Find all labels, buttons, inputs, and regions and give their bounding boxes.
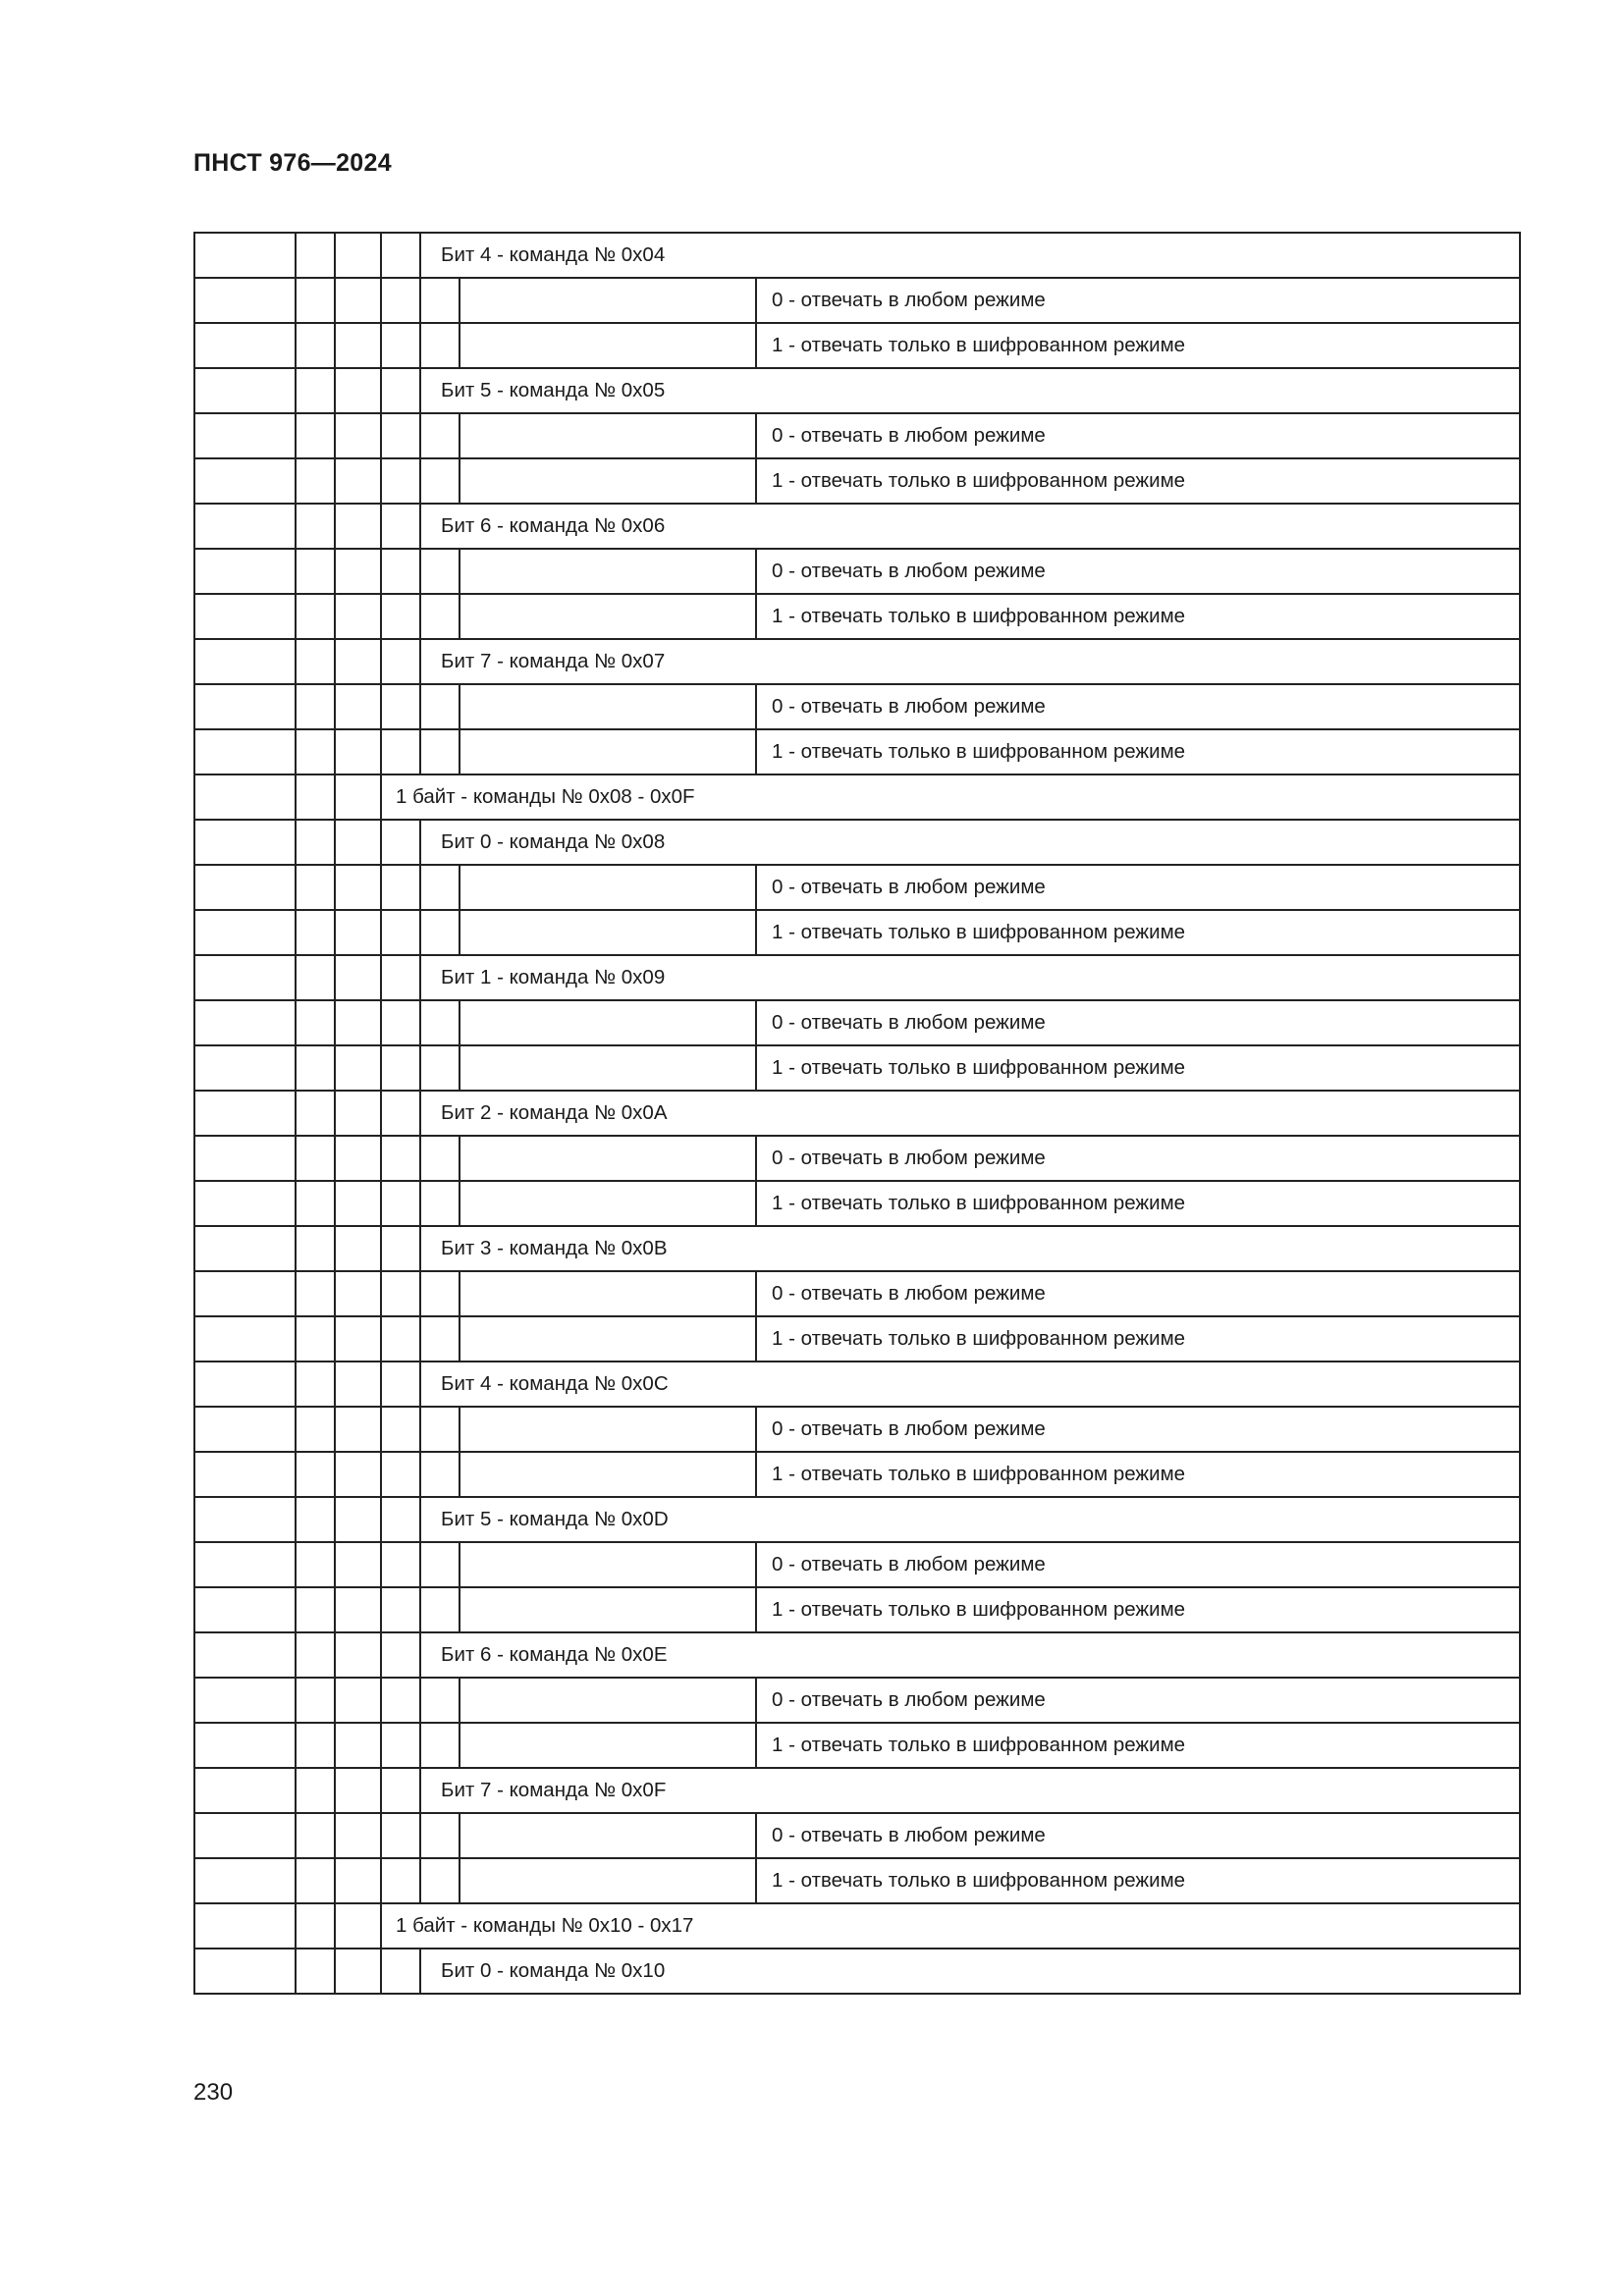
- empty-cell: [335, 1452, 381, 1497]
- empty-cell: [296, 1316, 335, 1362]
- table-row: [194, 1813, 1520, 1858]
- empty-cell: [335, 684, 381, 729]
- empty-cell: [381, 413, 420, 458]
- bit-label-cell: Бит 6 - команда № 0x06: [420, 504, 1520, 549]
- empty-cell: [460, 413, 756, 458]
- empty-cell: [296, 368, 335, 413]
- byte-label-cell: 1 байт - команды № 0x10 - 0x17: [381, 1903, 1520, 1949]
- empty-cell: [296, 1136, 335, 1181]
- value-cell: 1 - отвечать только в шифрованном режиме: [756, 1723, 1520, 1768]
- table-row: [194, 323, 1520, 368]
- empty-cell: [381, 1271, 420, 1316]
- value-cell: 0 - отвечать в любом режиме: [756, 1813, 1520, 1858]
- empty-cell: [194, 504, 296, 549]
- empty-cell: [420, 594, 460, 639]
- table-row: [194, 458, 1520, 504]
- empty-cell: [335, 1045, 381, 1091]
- empty-cell: [381, 1362, 420, 1407]
- empty-cell: [335, 1000, 381, 1045]
- empty-cell: [296, 820, 335, 865]
- empty-cell: [381, 955, 420, 1000]
- empty-cell: [296, 774, 335, 820]
- empty-cell: [381, 1045, 420, 1091]
- value-cell: 1 - отвечать только в шифрованном режиме: [756, 594, 1520, 639]
- empty-cell: [460, 594, 756, 639]
- empty-cell: [296, 865, 335, 910]
- empty-cell: [296, 910, 335, 955]
- empty-cell: [335, 955, 381, 1000]
- empty-cell: [420, 1858, 460, 1903]
- empty-cell: [420, 1045, 460, 1091]
- empty-cell: [460, 1542, 756, 1587]
- empty-cell: [381, 639, 420, 684]
- table-row: [194, 865, 1520, 910]
- empty-cell: [381, 1768, 420, 1813]
- empty-cell: [460, 549, 756, 594]
- empty-cell: [296, 1632, 335, 1678]
- value-cell: 1 - отвечать только в шифрованном режиме: [756, 1316, 1520, 1362]
- empty-cell: [335, 594, 381, 639]
- value-cell: 1 - отвечать только в шифрованном режиме: [756, 1045, 1520, 1091]
- value-cell: 1 - отвечать только в шифрованном режиме: [756, 458, 1520, 504]
- empty-cell: [460, 910, 756, 955]
- empty-cell: [420, 1723, 460, 1768]
- empty-cell: [296, 1045, 335, 1091]
- empty-cell: [335, 1226, 381, 1271]
- empty-cell: [381, 1587, 420, 1632]
- empty-cell: [335, 865, 381, 910]
- table-row: [194, 1678, 1520, 1723]
- empty-cell: [194, 865, 296, 910]
- empty-cell: [296, 1587, 335, 1632]
- empty-cell: [194, 1587, 296, 1632]
- empty-cell: [296, 1181, 335, 1226]
- empty-cell: [194, 1813, 296, 1858]
- table-row: [194, 1316, 1520, 1362]
- empty-cell: [194, 910, 296, 955]
- value-cell: 0 - отвечать в любом режиме: [756, 1678, 1520, 1723]
- empty-cell: [335, 1903, 381, 1949]
- bit-label-cell: Бит 5 - команда № 0x05: [420, 368, 1520, 413]
- empty-cell: [194, 1723, 296, 1768]
- empty-cell: [194, 1226, 296, 1271]
- table-row: [194, 1045, 1520, 1091]
- table-row: [194, 820, 1520, 865]
- table-row: [194, 1903, 1520, 1949]
- empty-cell: [381, 1813, 420, 1858]
- empty-cell: [296, 1903, 335, 1949]
- table-row: [194, 278, 1520, 323]
- bit-label-cell: Бит 1 - команда № 0x09: [420, 955, 1520, 1000]
- empty-cell: [460, 1316, 756, 1362]
- empty-cell: [460, 865, 756, 910]
- empty-cell: [335, 1632, 381, 1678]
- document-header: ПНСТ 976—2024: [193, 149, 392, 177]
- empty-cell: [296, 1000, 335, 1045]
- empty-cell: [194, 1045, 296, 1091]
- table-row: [194, 910, 1520, 955]
- empty-cell: [296, 729, 335, 774]
- table-row: [194, 1587, 1520, 1632]
- value-cell: 1 - отвечать только в шифрованном режиме: [756, 910, 1520, 955]
- empty-cell: [194, 684, 296, 729]
- empty-cell: [460, 1678, 756, 1723]
- empty-cell: [420, 1587, 460, 1632]
- empty-cell: [296, 1858, 335, 1903]
- empty-cell: [335, 1949, 381, 1994]
- bit-label-cell: Бит 7 - команда № 0x0F: [420, 1768, 1520, 1813]
- empty-cell: [460, 1452, 756, 1497]
- empty-cell: [296, 1542, 335, 1587]
- empty-cell: [460, 1045, 756, 1091]
- empty-cell: [296, 323, 335, 368]
- empty-cell: [420, 865, 460, 910]
- empty-cell: [420, 1181, 460, 1226]
- empty-cell: [381, 1949, 420, 1994]
- empty-cell: [381, 1678, 420, 1723]
- empty-cell: [194, 1407, 296, 1452]
- empty-cell: [381, 549, 420, 594]
- value-cell: 0 - отвечать в любом режиме: [756, 413, 1520, 458]
- empty-cell: [460, 1407, 756, 1452]
- empty-cell: [335, 1587, 381, 1632]
- empty-cell: [381, 1316, 420, 1362]
- table-row: [194, 1000, 1520, 1045]
- table-row: [194, 1632, 1520, 1678]
- empty-cell: [335, 1181, 381, 1226]
- empty-cell: [335, 820, 381, 865]
- empty-cell: [420, 1136, 460, 1181]
- empty-cell: [381, 729, 420, 774]
- empty-cell: [296, 955, 335, 1000]
- empty-cell: [420, 1316, 460, 1362]
- table-row: [194, 368, 1520, 413]
- empty-cell: [381, 1542, 420, 1587]
- empty-cell: [335, 368, 381, 413]
- empty-cell: [194, 1136, 296, 1181]
- empty-cell: [296, 1813, 335, 1858]
- empty-cell: [194, 368, 296, 413]
- table-row: [194, 1136, 1520, 1181]
- table-row: [194, 1407, 1520, 1452]
- empty-cell: [381, 594, 420, 639]
- value-cell: 1 - отвечать только в шифрованном режиме: [756, 1181, 1520, 1226]
- empty-cell: [420, 1813, 460, 1858]
- value-cell: 1 - отвечать только в шифрованном режиме: [756, 729, 1520, 774]
- empty-cell: [296, 233, 335, 278]
- empty-cell: [381, 1091, 420, 1136]
- empty-cell: [420, 549, 460, 594]
- empty-cell: [381, 1497, 420, 1542]
- empty-cell: [194, 820, 296, 865]
- value-cell: 0 - отвечать в любом режиме: [756, 684, 1520, 729]
- empty-cell: [335, 1091, 381, 1136]
- page-number: 230: [193, 2079, 234, 2106]
- value-cell: 0 - отвечать в любом режиме: [756, 1136, 1520, 1181]
- empty-cell: [335, 774, 381, 820]
- empty-cell: [296, 639, 335, 684]
- empty-cell: [460, 684, 756, 729]
- table-row: [194, 413, 1520, 458]
- empty-cell: [335, 1136, 381, 1181]
- empty-cell: [460, 1271, 756, 1316]
- bit-label-cell: Бит 0 - команда № 0x08: [420, 820, 1520, 865]
- table-row: [194, 1226, 1520, 1271]
- empty-cell: [460, 1136, 756, 1181]
- value-cell: 0 - отвечать в любом режиме: [756, 1407, 1520, 1452]
- empty-cell: [296, 278, 335, 323]
- bit-label-cell: Бит 4 - команда № 0x04: [420, 233, 1520, 278]
- empty-cell: [381, 1181, 420, 1226]
- empty-cell: [335, 639, 381, 684]
- empty-cell: [194, 1768, 296, 1813]
- value-cell: 0 - отвечать в любом режиме: [756, 1542, 1520, 1587]
- empty-cell: [381, 910, 420, 955]
- empty-cell: [420, 729, 460, 774]
- empty-cell: [460, 1723, 756, 1768]
- empty-cell: [335, 1271, 381, 1316]
- empty-cell: [335, 1858, 381, 1903]
- empty-cell: [335, 413, 381, 458]
- empty-cell: [381, 1226, 420, 1271]
- table-row: [194, 639, 1520, 684]
- value-cell: 0 - отвечать в любом режиме: [756, 549, 1520, 594]
- empty-cell: [194, 233, 296, 278]
- empty-cell: [420, 323, 460, 368]
- empty-cell: [296, 504, 335, 549]
- commands-table: [193, 232, 1521, 1995]
- empty-cell: [296, 1678, 335, 1723]
- empty-cell: [296, 1723, 335, 1768]
- empty-cell: [296, 1091, 335, 1136]
- empty-cell: [335, 233, 381, 278]
- empty-cell: [194, 1632, 296, 1678]
- empty-cell: [420, 1271, 460, 1316]
- empty-cell: [420, 1452, 460, 1497]
- empty-cell: [335, 1542, 381, 1587]
- empty-cell: [420, 278, 460, 323]
- empty-cell: [335, 458, 381, 504]
- value-cell: 1 - отвечать только в шифрованном режиме: [756, 1858, 1520, 1903]
- empty-cell: [296, 684, 335, 729]
- empty-cell: [296, 549, 335, 594]
- empty-cell: [296, 1362, 335, 1407]
- empty-cell: [296, 1768, 335, 1813]
- empty-cell: [381, 504, 420, 549]
- empty-cell: [420, 1678, 460, 1723]
- bit-label-cell: Бит 0 - команда № 0x10: [420, 1949, 1520, 1994]
- empty-cell: [420, 413, 460, 458]
- table-row: [194, 774, 1520, 820]
- table-row: [194, 1091, 1520, 1136]
- table-row: [194, 1181, 1520, 1226]
- table-row: [194, 549, 1520, 594]
- empty-cell: [194, 1000, 296, 1045]
- empty-cell: [194, 413, 296, 458]
- empty-cell: [296, 413, 335, 458]
- empty-cell: [194, 1678, 296, 1723]
- empty-cell: [335, 1316, 381, 1362]
- table-row: [194, 684, 1520, 729]
- empty-cell: [194, 1949, 296, 1994]
- table-row: [194, 955, 1520, 1000]
- byte-label-cell: 1 байт - команды № 0x08 - 0x0F: [381, 774, 1520, 820]
- empty-cell: [335, 278, 381, 323]
- empty-cell: [381, 278, 420, 323]
- table-row: [194, 1723, 1520, 1768]
- table-row: [194, 594, 1520, 639]
- value-cell: 1 - отвечать только в шифрованном режиме: [756, 1587, 1520, 1632]
- empty-cell: [381, 1136, 420, 1181]
- table-row: [194, 1858, 1520, 1903]
- empty-cell: [381, 368, 420, 413]
- table-row: [194, 1452, 1520, 1497]
- value-cell: 1 - отвечать только в шифрованном режиме: [756, 323, 1520, 368]
- empty-cell: [381, 1632, 420, 1678]
- empty-cell: [381, 1452, 420, 1497]
- empty-cell: [335, 504, 381, 549]
- empty-cell: [194, 1316, 296, 1362]
- empty-cell: [420, 910, 460, 955]
- empty-cell: [194, 458, 296, 504]
- table-row: [194, 729, 1520, 774]
- empty-cell: [460, 323, 756, 368]
- empty-cell: [194, 1452, 296, 1497]
- empty-cell: [460, 1813, 756, 1858]
- empty-cell: [335, 1723, 381, 1768]
- empty-cell: [460, 729, 756, 774]
- empty-cell: [460, 1587, 756, 1632]
- table-body: [194, 233, 1520, 1994]
- value-cell: 0 - отвечать в любом режиме: [756, 278, 1520, 323]
- empty-cell: [460, 1858, 756, 1903]
- empty-cell: [460, 278, 756, 323]
- empty-cell: [194, 639, 296, 684]
- bit-label-cell: Бит 6 - команда № 0x0E: [420, 1632, 1520, 1678]
- empty-cell: [381, 458, 420, 504]
- value-cell: 0 - отвечать в любом режиме: [756, 1000, 1520, 1045]
- bit-label-cell: Бит 3 - команда № 0x0B: [420, 1226, 1520, 1271]
- empty-cell: [381, 684, 420, 729]
- empty-cell: [460, 458, 756, 504]
- bit-label-cell: Бит 2 - команда № 0x0A: [420, 1091, 1520, 1136]
- empty-cell: [335, 1497, 381, 1542]
- empty-cell: [460, 1181, 756, 1226]
- empty-cell: [194, 549, 296, 594]
- empty-cell: [420, 1407, 460, 1452]
- empty-cell: [194, 323, 296, 368]
- empty-cell: [194, 594, 296, 639]
- empty-cell: [335, 729, 381, 774]
- empty-cell: [381, 1407, 420, 1452]
- empty-cell: [194, 729, 296, 774]
- empty-cell: [381, 865, 420, 910]
- bit-label-cell: Бит 7 - команда № 0x07: [420, 639, 1520, 684]
- empty-cell: [381, 820, 420, 865]
- empty-cell: [335, 549, 381, 594]
- empty-cell: [460, 1000, 756, 1045]
- table-row: [194, 1542, 1520, 1587]
- empty-cell: [335, 1768, 381, 1813]
- empty-cell: [194, 1542, 296, 1587]
- empty-cell: [194, 1903, 296, 1949]
- empty-cell: [194, 1362, 296, 1407]
- table-row: [194, 233, 1520, 278]
- empty-cell: [335, 1813, 381, 1858]
- table-row: [194, 1362, 1520, 1407]
- empty-cell: [381, 1000, 420, 1045]
- empty-cell: [381, 1858, 420, 1903]
- empty-cell: [420, 1000, 460, 1045]
- empty-cell: [381, 323, 420, 368]
- empty-cell: [335, 1678, 381, 1723]
- empty-cell: [194, 1497, 296, 1542]
- empty-cell: [381, 233, 420, 278]
- empty-cell: [420, 1542, 460, 1587]
- value-cell: 0 - отвечать в любом режиме: [756, 865, 1520, 910]
- bit-label-cell: Бит 4 - команда № 0x0C: [420, 1362, 1520, 1407]
- empty-cell: [381, 1723, 420, 1768]
- value-cell: 1 - отвечать только в шифрованном режиме: [756, 1452, 1520, 1497]
- empty-cell: [296, 1407, 335, 1452]
- empty-cell: [335, 323, 381, 368]
- empty-cell: [194, 278, 296, 323]
- empty-cell: [194, 1858, 296, 1903]
- table-row: [194, 1497, 1520, 1542]
- empty-cell: [296, 458, 335, 504]
- table-row: [194, 1949, 1520, 1994]
- table-row: [194, 1768, 1520, 1813]
- empty-cell: [296, 594, 335, 639]
- table-row: [194, 1271, 1520, 1316]
- empty-cell: [194, 1091, 296, 1136]
- empty-cell: [194, 955, 296, 1000]
- empty-cell: [335, 910, 381, 955]
- empty-cell: [335, 1362, 381, 1407]
- empty-cell: [296, 1497, 335, 1542]
- bit-label-cell: Бит 5 - команда № 0x0D: [420, 1497, 1520, 1542]
- empty-cell: [420, 684, 460, 729]
- empty-cell: [194, 1181, 296, 1226]
- empty-cell: [296, 1226, 335, 1271]
- value-cell: 0 - отвечать в любом режиме: [756, 1271, 1520, 1316]
- empty-cell: [296, 1949, 335, 1994]
- empty-cell: [194, 1271, 296, 1316]
- empty-cell: [194, 774, 296, 820]
- empty-cell: [335, 1407, 381, 1452]
- empty-cell: [296, 1452, 335, 1497]
- empty-cell: [420, 458, 460, 504]
- empty-cell: [296, 1271, 335, 1316]
- table-row: [194, 504, 1520, 549]
